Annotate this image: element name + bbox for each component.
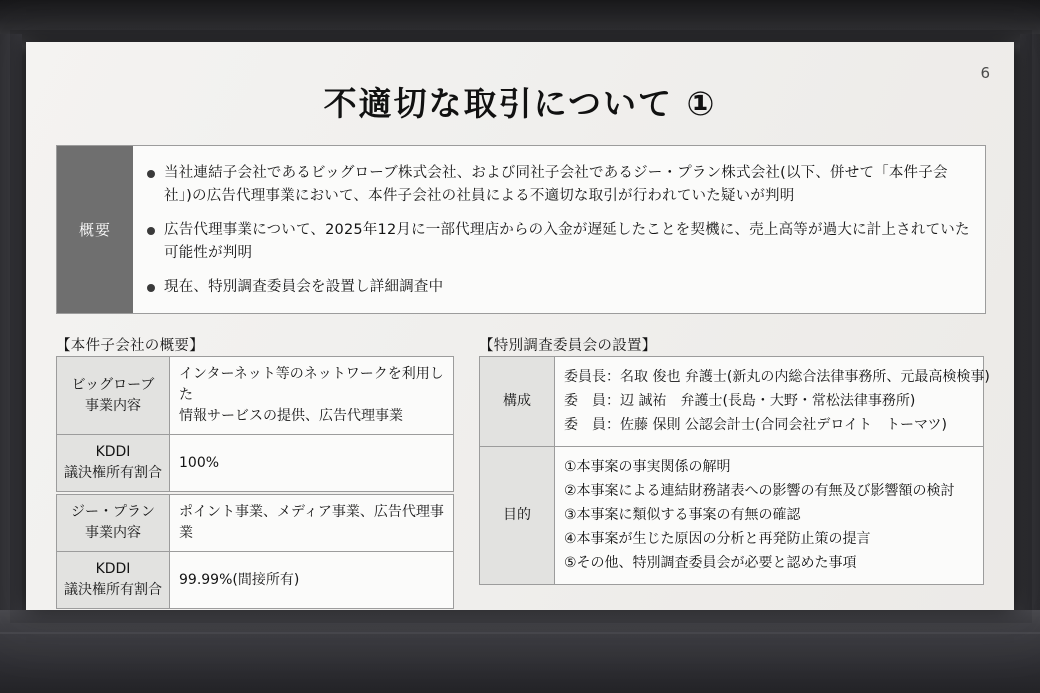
slide-title: 不適切な取引について ① xyxy=(323,84,717,123)
purpose-line: ③本事案に類似する事案の有無の確認 xyxy=(564,507,801,523)
row-header: 構成 xyxy=(480,357,555,447)
bullet-dot-icon xyxy=(147,284,155,292)
row-value: インターネット等のネットワークを利用した 情報サービスの提供、広告代理事業 xyxy=(170,357,454,435)
committee-purposes xyxy=(555,447,984,585)
presentation-slide xyxy=(26,42,1014,610)
bullet-dot-icon xyxy=(147,227,155,235)
summary-label: 概要 xyxy=(57,146,133,313)
row-value: ポイント事業、メディア事業、広告代理事業 xyxy=(170,495,454,552)
section-heading-committee: 【特別調査委員会の設置】 xyxy=(479,338,657,354)
wall-bottom xyxy=(0,610,1040,693)
purpose-line: ①本事案の事実関係の解明 xyxy=(564,459,731,475)
row-header: ジー・プラン 事業内容 xyxy=(57,495,170,552)
member-line: 委 員：辺 誠祐 弁護士(長島・大野・常松法律事務所) xyxy=(564,393,916,409)
summary-bullet-text: 広告代理事業について、2025年12月に一部代理店からの入金が遅延したことを契機に、売上高等が過大に計上されていた可能性が判明 xyxy=(164,221,970,262)
summary-bullet-text: 当社連結子会社であるビッグローブ株式会社、および同社子会社であるジー・プラン株式会社(以下、併せて「本件子会社」)の広告代理事業において、本件子会社の社員による不適切な取引が行われていた疑いが判明 xyxy=(164,165,948,205)
row-header: ビッグローブ 事業内容 xyxy=(57,357,170,435)
row-header: 目的 xyxy=(480,447,555,585)
row-header: KDDI 議決権所有割合 xyxy=(57,552,170,609)
purpose-line: ④本事案が生じた原因の分析と再発防止策の提言 xyxy=(564,531,871,547)
table-row xyxy=(57,435,454,492)
table-row xyxy=(57,495,454,552)
summary-box xyxy=(56,145,986,314)
list-item xyxy=(147,162,973,209)
table-jiplan-overview xyxy=(56,494,454,609)
table-row xyxy=(480,357,984,447)
table-investigation-committee xyxy=(479,356,990,585)
member-line: 委員長：名取 俊也 弁護士(新丸の内総合法律事務所、元最高検検事) xyxy=(564,369,990,385)
purpose-line: ⑤その他、特別調査委員会が必要と認めた事項 xyxy=(564,555,857,571)
row-value: 100% xyxy=(170,435,454,492)
table-row xyxy=(57,552,454,609)
table-row xyxy=(57,357,454,435)
table-row xyxy=(480,447,984,585)
committee-members xyxy=(555,357,990,447)
wall-left xyxy=(0,34,22,610)
table-biglobe-overview xyxy=(56,356,454,492)
member-line: 委 員：佐藤 保則 公認会計士(合同会社デロイト トーマツ) xyxy=(564,417,947,433)
row-value: 99.99%(間接所有) xyxy=(170,552,454,609)
row-header: KDDI 議決権所有割合 xyxy=(57,435,170,492)
list-item xyxy=(147,219,973,266)
page-number: 6 xyxy=(980,64,990,82)
purpose-line: ②本事案による連結財務諸表への影響の有無及び影響額の検討 xyxy=(564,483,955,499)
summary-bullet-list xyxy=(133,146,985,313)
bullet-dot-icon xyxy=(147,170,155,178)
section-heading-subsidiaries: 【本件子会社の概要】 xyxy=(56,338,204,354)
list-item xyxy=(147,276,973,299)
wall-top xyxy=(0,0,1040,34)
summary-bullet-text: 現在、特別調査委員会を設置し詳細調査中 xyxy=(164,278,444,295)
wall-right xyxy=(1020,34,1040,610)
